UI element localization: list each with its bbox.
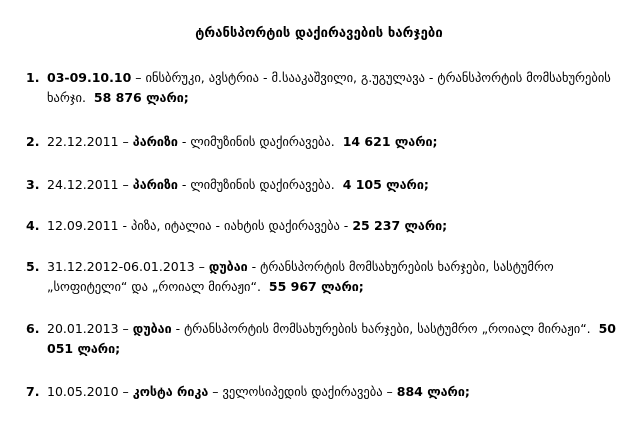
document-title: ტრანსპორტის დაქირავების ხარჯები (195, 26, 443, 41)
entry-date: 22.12.2011 (47, 134, 119, 149)
entry-description: ლიმუზინის დაქირავება. (190, 134, 335, 149)
entry-description: ტრანსპორტის მომსახურების ხარჯები, სასტუმრო „სოფიტელი“ და „როიალ მირაჟი“. (47, 259, 554, 294)
entry-place: პარიზი (132, 177, 178, 192)
list-item (26, 382, 616, 402)
entry-description: იახტის დაქირავება - (224, 218, 349, 233)
list-item-body (47, 382, 616, 402)
entry-date: 03-09.10.10 (47, 70, 132, 85)
entry-separator: – (194, 259, 209, 274)
entry-place: დუბაი (208, 259, 248, 274)
list-item (26, 175, 616, 195)
entry-separator: - (258, 70, 272, 85)
list-item-number: 7. (26, 384, 40, 399)
entry-separator: - (211, 218, 225, 233)
entry-separator: – (208, 384, 223, 399)
list-item-number: 5. (26, 259, 40, 274)
entry-date: 24.12.2011 (47, 177, 119, 192)
list-item-number: 3. (26, 177, 40, 192)
entry-place: ინსბრუკი, ავსტრია (145, 70, 259, 85)
entry-amount: 25 237 ლარი; (352, 218, 448, 233)
entry-separator: - (177, 177, 191, 192)
list-item-body (47, 319, 616, 359)
entry-separator: - (171, 321, 185, 336)
entry-separator: – (118, 321, 133, 336)
list-item (26, 216, 616, 236)
list-item-body (47, 132, 616, 152)
list-item (26, 257, 616, 297)
entry-description: მ.სააკაშვილი, გ.უგულავა - ტრანსპორტის მომსახურების ხარჯი. (47, 70, 611, 105)
list-item (26, 68, 616, 108)
entry-separator: - (118, 218, 132, 233)
entry-place: დუბაი (132, 321, 172, 336)
entry-amount: 14 621 ლარი; (342, 134, 438, 149)
entry-place: პარიზი (132, 134, 178, 149)
entry-place: პიზა, იტალია (131, 218, 212, 233)
list-item (26, 132, 616, 152)
list-item-body (47, 68, 616, 108)
entry-date: 20.01.2013 (47, 321, 119, 336)
entry-date: 31.12.2012-06.01.2013 (47, 259, 195, 274)
entry-date: 12.09.2011 (47, 218, 119, 233)
list-item (26, 319, 616, 359)
list-item-number: 6. (26, 321, 40, 336)
entry-place: კოსტა რიკა (132, 384, 209, 399)
entry-description: ტრანსპორტის მომსახურების ხარჯები, სასტუმრო „როიალ მირაჟი“. (184, 321, 591, 336)
entry-amount: 55 967 ლარი; (268, 279, 364, 294)
entry-amount: 50 051 ლარი; (47, 321, 617, 356)
entry-separator: - (247, 259, 261, 274)
entry-separator: – (118, 134, 133, 149)
list-item-body (47, 175, 616, 195)
entry-separator: – (118, 177, 133, 192)
entry-amount: 4 105 ლარი; (342, 177, 429, 192)
entry-description: ლიმუზინის დაქირავება. (190, 177, 335, 192)
entry-amount: 884 ლარი; (396, 384, 470, 399)
entry-separator: - (177, 134, 191, 149)
entry-separator: – (118, 384, 133, 399)
list-item-body (47, 216, 616, 236)
list-item-number: 1. (26, 70, 40, 85)
list-item-body (47, 257, 616, 297)
entry-amount: 58 876 ლარი; (93, 90, 189, 105)
list-item-number: 2. (26, 134, 40, 149)
entry-date: 10.05.2010 (47, 384, 119, 399)
entry-separator: – (131, 70, 146, 85)
list-item-number: 4. (26, 218, 40, 233)
entry-description: ველოსიპედის დაქირავება – (222, 384, 393, 399)
